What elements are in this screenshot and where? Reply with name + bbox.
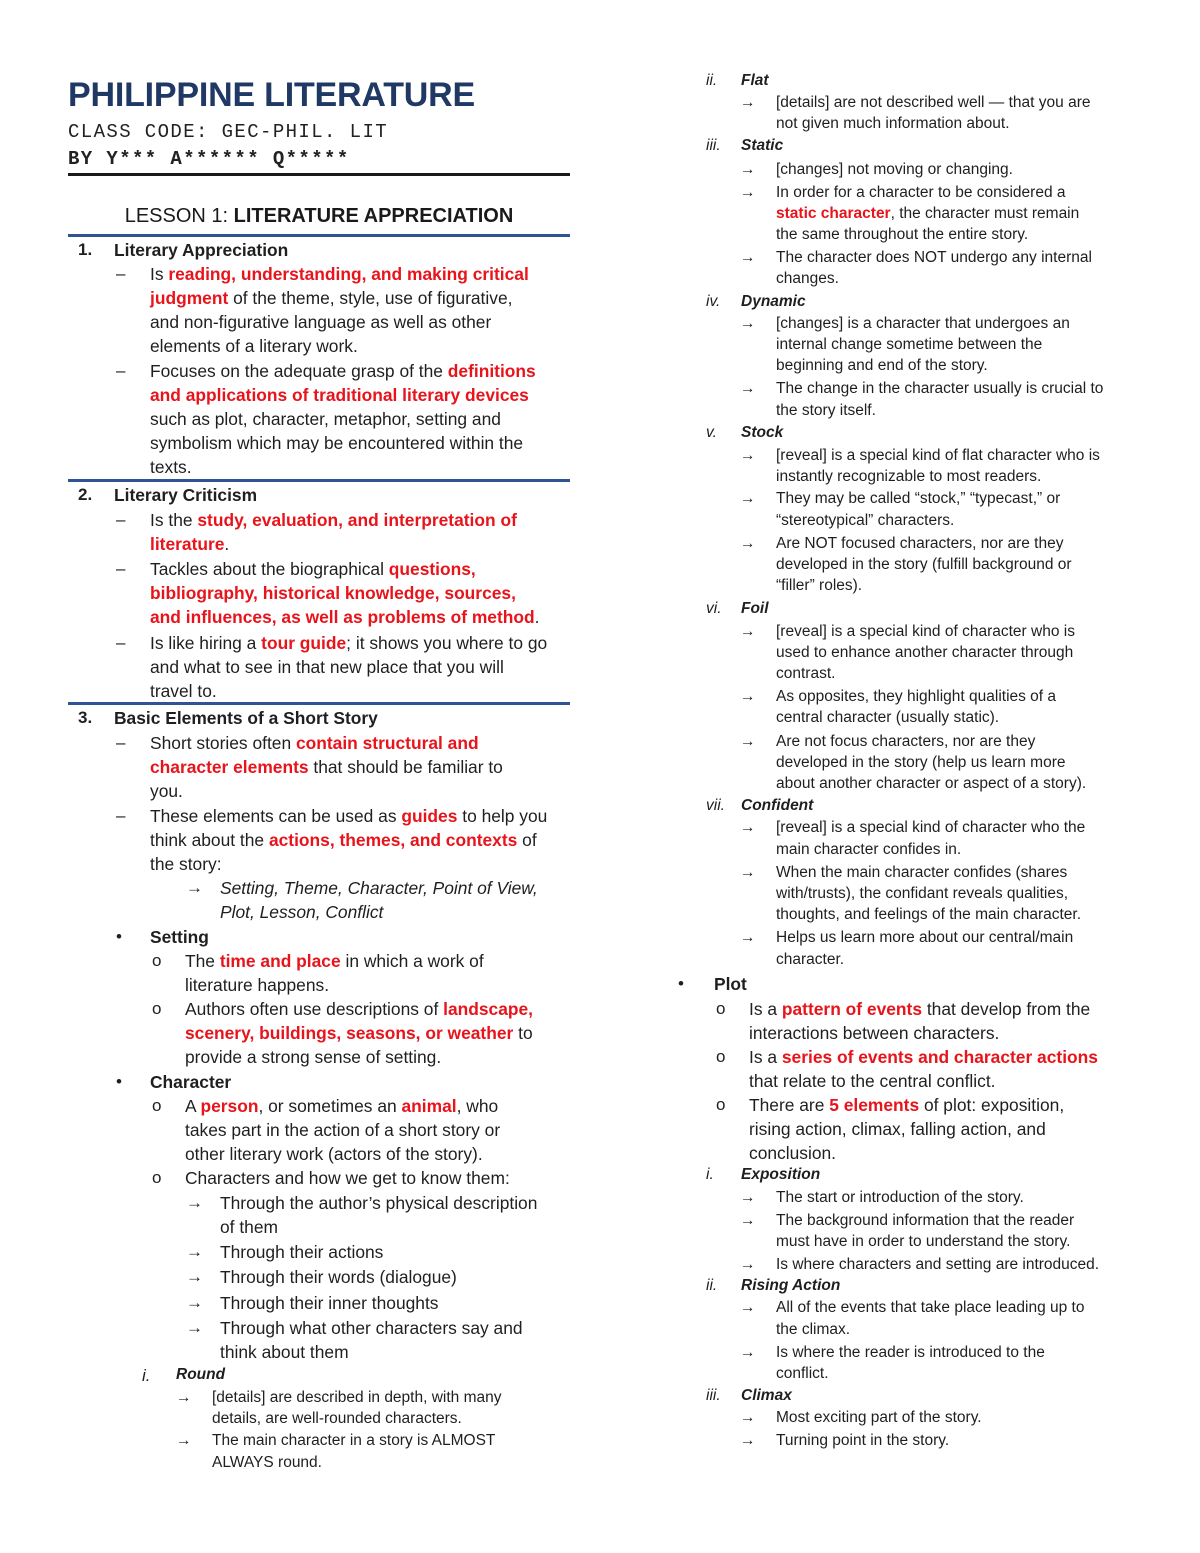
text-line: They may be called “stock,” “typecast,” or [776,490,1061,507]
text-line: In order for a character to be considered a [776,184,1066,201]
arrow-marker: → [740,1212,756,1229]
section-divider [68,702,570,705]
text-line: Is where characters and setting are introduced. [776,1256,1100,1273]
text-line: judgment of the theme, style, use of figurative, [150,288,513,308]
text-line: rising action, climax, falling action, and [749,1119,1046,1139]
subsection-heading: Foil [741,600,769,617]
text-line: the story: [150,854,222,874]
text-line: Focuses on the adequate grasp of the definitions [150,361,536,381]
circle-marker: o [716,999,726,1018]
text-line: Are NOT focused characters, nor are they [776,535,1064,552]
text-line: All of the events that take place leading up to [776,1299,1085,1316]
text-line: central character (usually static). [776,709,1000,726]
arrow-marker: → [186,1242,203,1261]
section-heading: Basic Elements of a Short Story [114,708,378,728]
arrow-marker: → [740,1256,756,1273]
text-line: think about the actions, themes, and contexts of [150,830,537,850]
text-line: Through the author’s physical description [220,1193,538,1213]
text-line: Are not focus characters, nor are they [776,733,1036,750]
text-line: texts. [150,457,192,477]
arrow-marker: → [740,161,756,178]
roman-numeral: ii. [706,1277,718,1294]
arrow-marker: → [740,733,756,750]
section-number: 1. [78,240,93,259]
text-line: static character, the character must remain [776,205,1080,222]
arrow-marker: → [740,535,756,552]
arrow-marker: → [176,1389,192,1406]
text-line: Authors often use descriptions of landscape, [185,999,534,1019]
text-line: These elements can be used as guides to help you [150,806,548,826]
text-line: the same throughout the entire story. [776,226,1029,243]
text-line: The background information that the reader [776,1212,1075,1229]
text-line: thoughts, and feelings of the main character. [776,906,1082,923]
text-line: bibliography, historical knowledge, sources, [150,583,516,603]
text-line: internal change sometime between the [776,336,1043,353]
text-line: that relate to the central conflict. [749,1071,996,1091]
roman-numeral: vi. [706,600,722,617]
text-line: ALWAYS round. [212,1454,322,1471]
text-line: Is like hiring a tour guide; it shows you where to go [150,633,548,653]
text-line: symbolism which may be encountered within the [150,433,524,453]
section-heading: Literary Appreciation [114,240,289,260]
text-line: used to enhance another character through [776,644,1074,661]
text-line: with/trusts), the confidant reveals qualities, [776,885,1069,902]
arrow-marker: → [740,1344,756,1361]
subsection-heading: Round [176,1366,226,1383]
roman-numeral: iii. [706,137,721,154]
bullet-marker: • [116,927,122,946]
arrow-marker: → [740,1189,756,1206]
text-line: Through their inner thoughts [220,1293,439,1313]
text-line: The character does NOT undergo any internal [776,249,1092,266]
arrow-marker: → [176,1432,192,1449]
arrow-marker: → [186,878,203,897]
text-line: and applications of traditional literary devices [150,385,529,405]
arrow-marker: → [740,623,756,640]
arrow-marker: → [186,1193,203,1212]
bullet-marker: • [116,1072,122,1091]
dash-marker: – [116,361,126,380]
subsection-heading: Rising Action [741,1277,841,1294]
arrow-marker: → [740,1432,756,1449]
section-number: 3. [78,708,93,727]
subsection-heading: Exposition [741,1166,821,1183]
circle-marker: o [716,1047,726,1066]
text-line: [details] are not described well — that you are [776,94,1091,111]
document-title: PHILIPPINE LITERATURE [68,76,475,114]
roman-numeral: i. [706,1166,714,1183]
arrow-marker: → [740,929,756,946]
text-line: must have in order to understand the story. [776,1233,1071,1250]
text-line: main character confides in. [776,841,962,858]
circle-marker: o [152,951,162,970]
text-line: think about them [220,1342,349,1362]
circle-marker: o [716,1095,726,1114]
text-line: takes part in the action of a short story or [185,1120,501,1140]
arrow-marker: → [740,864,756,881]
text-line: instantly recognizable to most readers. [776,468,1042,485]
dash-marker: – [116,559,126,578]
dash-marker: – [116,510,126,529]
text-line: you. [150,781,183,801]
text-line: Short stories often contain structural and [150,733,479,753]
subsection-heading: Confident [741,797,814,814]
text-line: changes. [776,270,839,287]
text-line: of them [220,1217,278,1237]
text-line: When the main character confides (shares [776,864,1068,881]
subsection-heading: Character [150,1072,232,1092]
text-line: [reveal] is a special kind of character who the [776,819,1086,836]
arrow-marker: → [740,380,756,397]
text-line: Turning point in the story. [776,1432,950,1449]
text-line: beginning and end of the story. [776,357,988,374]
arrow-marker: → [186,1318,203,1337]
text-line: [changes] not moving or changing. [776,161,1013,178]
text-line: [changes] is a character that undergoes an [776,315,1070,332]
text-line: Through what other characters say and [220,1318,523,1338]
text-line: developed in the story (fulfill background or [776,556,1072,573]
header-divider [68,173,570,176]
text-line: about another character or aspect of a story). [776,775,1087,792]
dash-marker: – [116,806,126,825]
text-line: details, are well-rounded characters. [212,1410,462,1427]
text-line: scenery, buildings, seasons, or weather to [185,1023,533,1043]
circle-marker: o [152,1168,162,1187]
text-line: Is a series of events and character actions [749,1047,1098,1067]
text-line: the climax. [776,1321,851,1338]
text-line: “stereotypical” characters. [776,512,955,529]
roman-numeral: i. [142,1366,151,1385]
roman-numeral: ii. [706,72,718,89]
arrow-marker: → [740,490,756,507]
text-line: [reveal] is a special kind of flat character who is [776,447,1100,464]
section-number: 2. [78,485,93,504]
text-line: Is the study, evaluation, and interpretation of [150,510,517,530]
text-line: developed in the story (help us learn more [776,754,1066,771]
text-line: Is where the reader is introduced to the [776,1344,1045,1361]
dash-marker: – [116,264,126,283]
arrow-marker: → [740,1299,756,1316]
circle-marker: o [152,999,162,1018]
text-line: conclusion. [749,1143,837,1163]
text-line: [reveal] is a special kind of character who is [776,623,1075,640]
text-line: and what to see in that new place that you will [150,657,504,677]
text-line: and influences, as well as problems of method. [150,607,540,627]
text-line: Most exciting part of the story. [776,1409,982,1426]
text-line: other literary work (actors of the story). [185,1144,483,1164]
text-line: character. [776,951,845,968]
text-line: There are 5 elements of plot: exposition, [749,1095,1065,1115]
text-line: Plot, Lesson, Conflict [220,902,384,922]
text-line: and non-figurative language as well as other [150,312,492,332]
text-line: A person, or sometimes an animal, who [185,1096,499,1116]
text-line: The start or introduction of the story. [776,1189,1024,1206]
text-line: The time and place in which a work of [185,951,484,971]
text-line: Through their actions [220,1242,384,1262]
text-line: Characters and how we get to know them: [185,1168,510,1188]
text-line: conflict. [776,1365,829,1382]
text-line: Setting, Theme, Character, Point of View, [220,878,538,898]
text-line: The change in the character usually is crucial to [776,380,1104,397]
text-line: Tackles about the biographical questions, [150,559,476,579]
roman-numeral: vii. [706,797,725,814]
subsection-heading: Stock [741,424,784,441]
roman-numeral: iii. [706,1387,721,1404]
subsection-heading: Climax [741,1387,792,1404]
text-line: The main character in a story is ALMOST [212,1432,496,1449]
circle-marker: o [152,1096,162,1115]
arrow-marker: → [740,315,756,332]
text-line: travel to. [150,681,217,701]
text-line: [details] are described in depth, with many [212,1389,502,1406]
arrow-marker: → [740,819,756,836]
arrow-marker: → [740,688,756,705]
section-heading: Literary Criticism [114,485,258,505]
section-divider [68,234,570,237]
subsection-heading: Dynamic [741,293,806,310]
text-line: elements of a literary work. [150,336,358,356]
author-byline: BY Y*** A****** Q***** [68,148,350,170]
bullet-marker: • [678,974,684,993]
arrow-marker: → [740,249,756,266]
class-code: CLASS CODE: GEC-PHIL. LIT [68,121,389,143]
dash-marker: – [116,733,126,752]
arrow-marker: → [740,1409,756,1426]
text-line: contrast. [776,665,836,682]
text-line: such as plot, character, metaphor, setting and [150,409,501,429]
roman-numeral: v. [706,424,717,441]
text-line: Is reading, understanding, and making critical [150,264,529,284]
subsection-heading: Plot [714,974,747,994]
subsection-heading: Flat [741,72,769,89]
subsection-heading: Static [741,137,784,154]
arrow-marker: → [740,184,756,201]
text-line: Is a pattern of events that develop from the [749,999,1091,1019]
text-line: provide a strong sense of setting. [185,1047,442,1067]
arrow-marker: → [186,1293,203,1312]
arrow-marker: → [186,1267,203,1286]
subsection-heading: Setting [150,927,209,947]
text-line: As opposites, they highlight qualities of a [776,688,1057,705]
text-line: character elements that should be familiar to [150,757,503,777]
text-line: interactions between characters. [749,1023,1000,1043]
text-line: Helps us learn more about our central/main [776,929,1074,946]
arrow-marker: → [740,447,756,464]
arrow-marker: → [740,94,756,111]
text-line: the story itself. [776,402,876,419]
section-divider [68,479,570,482]
text-line: “filler” roles). [776,577,863,594]
text-line: literature happens. [185,975,330,995]
roman-numeral: iv. [706,293,721,310]
text-line: Through their words (dialogue) [220,1267,457,1287]
dash-marker: – [116,633,126,652]
text-line: literature. [150,534,230,554]
lesson-title: LESSON 1: LITERATURE APPRECIATION [124,205,514,227]
text-line: not given much information about. [776,115,1010,132]
